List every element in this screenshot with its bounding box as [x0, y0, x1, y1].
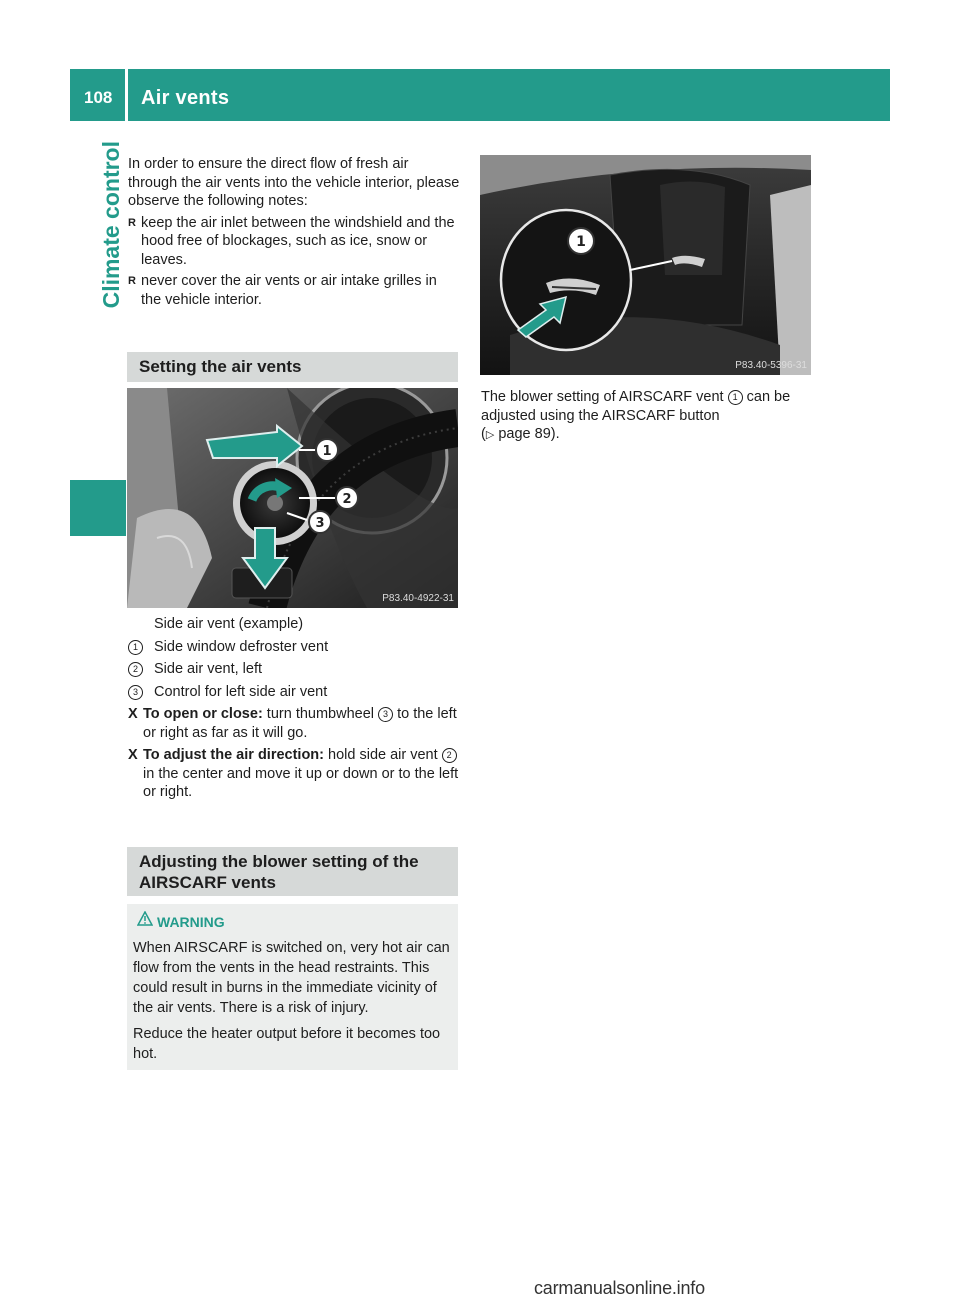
legend-text: Control for left side air vent — [154, 683, 328, 700]
step-text: turn thumbwheel — [262, 706, 379, 722]
instruction-step — [128, 705, 460, 742]
section-heading-setting-air-vents — [127, 352, 458, 382]
page-number: 108 — [84, 88, 113, 107]
side-air-vent-image — [127, 388, 458, 608]
watermark: carmanualsonline.info — [534, 1278, 705, 1298]
legend-text: Side window defroster vent — [154, 638, 329, 655]
step-title: To open or close: — [143, 706, 263, 722]
warning-text: Reduce the heater output before it becomes too hot. — [133, 1026, 441, 1062]
svg-text:1: 1 — [322, 444, 332, 459]
page-ref-text: page 89). — [498, 426, 560, 442]
callout-number: 1 — [128, 640, 143, 655]
body-text: The blower setting of AIRSCARF vent — [481, 389, 728, 405]
section-heading-text: AIRSCARF vents — [139, 873, 276, 892]
airscarf-text — [481, 388, 816, 445]
callout-number: 2 — [442, 748, 457, 763]
airscarf-vent-illustration — [480, 155, 811, 375]
step-marker: X — [128, 747, 138, 763]
svg-text:2: 2 — [342, 492, 352, 507]
section1-body — [128, 615, 460, 802]
step-text: hold side air vent — [324, 747, 442, 763]
section-heading-airscarf — [127, 847, 458, 896]
legend-item — [128, 638, 460, 657]
svg-text:3: 3 — [315, 516, 325, 531]
step-marker: X — [128, 706, 138, 722]
step-title: To adjust the air direction: — [143, 747, 324, 763]
header-divider — [125, 69, 128, 121]
legend-text: Side air vent, left — [154, 661, 262, 677]
intro-paragraph: In order to ensure the direct flow of fresh air through the air vents into the vehicle interior, please observe the following notes: — [128, 156, 460, 209]
svg-text:1: 1 — [576, 234, 586, 250]
warning-text: When AIRSCARF is switched on, very hot air can flow from the vents in the head restraints. This could result in burns in the immediate vicinity of the air vents. There is a risk of injury. — [133, 940, 450, 1016]
side-tab-label: Climate control — [98, 141, 124, 309]
image-code: P83.40-5396-31 — [735, 360, 807, 371]
warning-box — [127, 904, 458, 1070]
legend-item — [128, 660, 460, 679]
intro-section — [128, 155, 460, 309]
callout-number: 3 — [128, 685, 143, 700]
side-tab — [70, 121, 126, 481]
step-text: to the left or right as far as it will go. — [143, 706, 457, 741]
warning-label: WARNING — [157, 914, 225, 930]
bullet-item: R keep the air inlet between the windshield and the hood free of blockages, such as ice, snow or leaves. — [128, 214, 460, 270]
step-text: in the center and move it up or down or to the left or right. — [143, 765, 459, 800]
page-reference[interactable] — [481, 425, 816, 445]
airscarf-paragraph — [481, 388, 816, 425]
callout-number: 1 — [728, 390, 743, 405]
legend-item — [128, 683, 460, 702]
warning-triangle-icon — [137, 911, 153, 926]
intro-bullets — [128, 214, 460, 310]
section-heading-text: Setting the air vents — [139, 357, 302, 376]
page-ref-paren: ( — [481, 426, 486, 442]
callout-number: 3 — [378, 707, 393, 722]
image-caption: Side air vent (example) — [154, 616, 304, 632]
side-air-vent-illustration — [127, 388, 458, 608]
callout-number: 2 — [128, 662, 143, 677]
page-ref-arrow-icon: ▷ — [485, 429, 495, 441]
bullet-item: R never cover the air vents or air intake grilles in the vehicle interior. — [128, 272, 460, 309]
body-text: can be adjusted using the AIRSCARF button — [481, 389, 791, 424]
airscarf-vent-image — [480, 155, 811, 375]
section-heading-text: Adjusting the blower setting of the — [139, 852, 419, 871]
page-title: Air vents — [141, 87, 230, 109]
image-code: P83.40-4922-31 — [382, 593, 454, 604]
side-tab-marker — [70, 480, 126, 536]
instruction-step — [128, 746, 460, 802]
